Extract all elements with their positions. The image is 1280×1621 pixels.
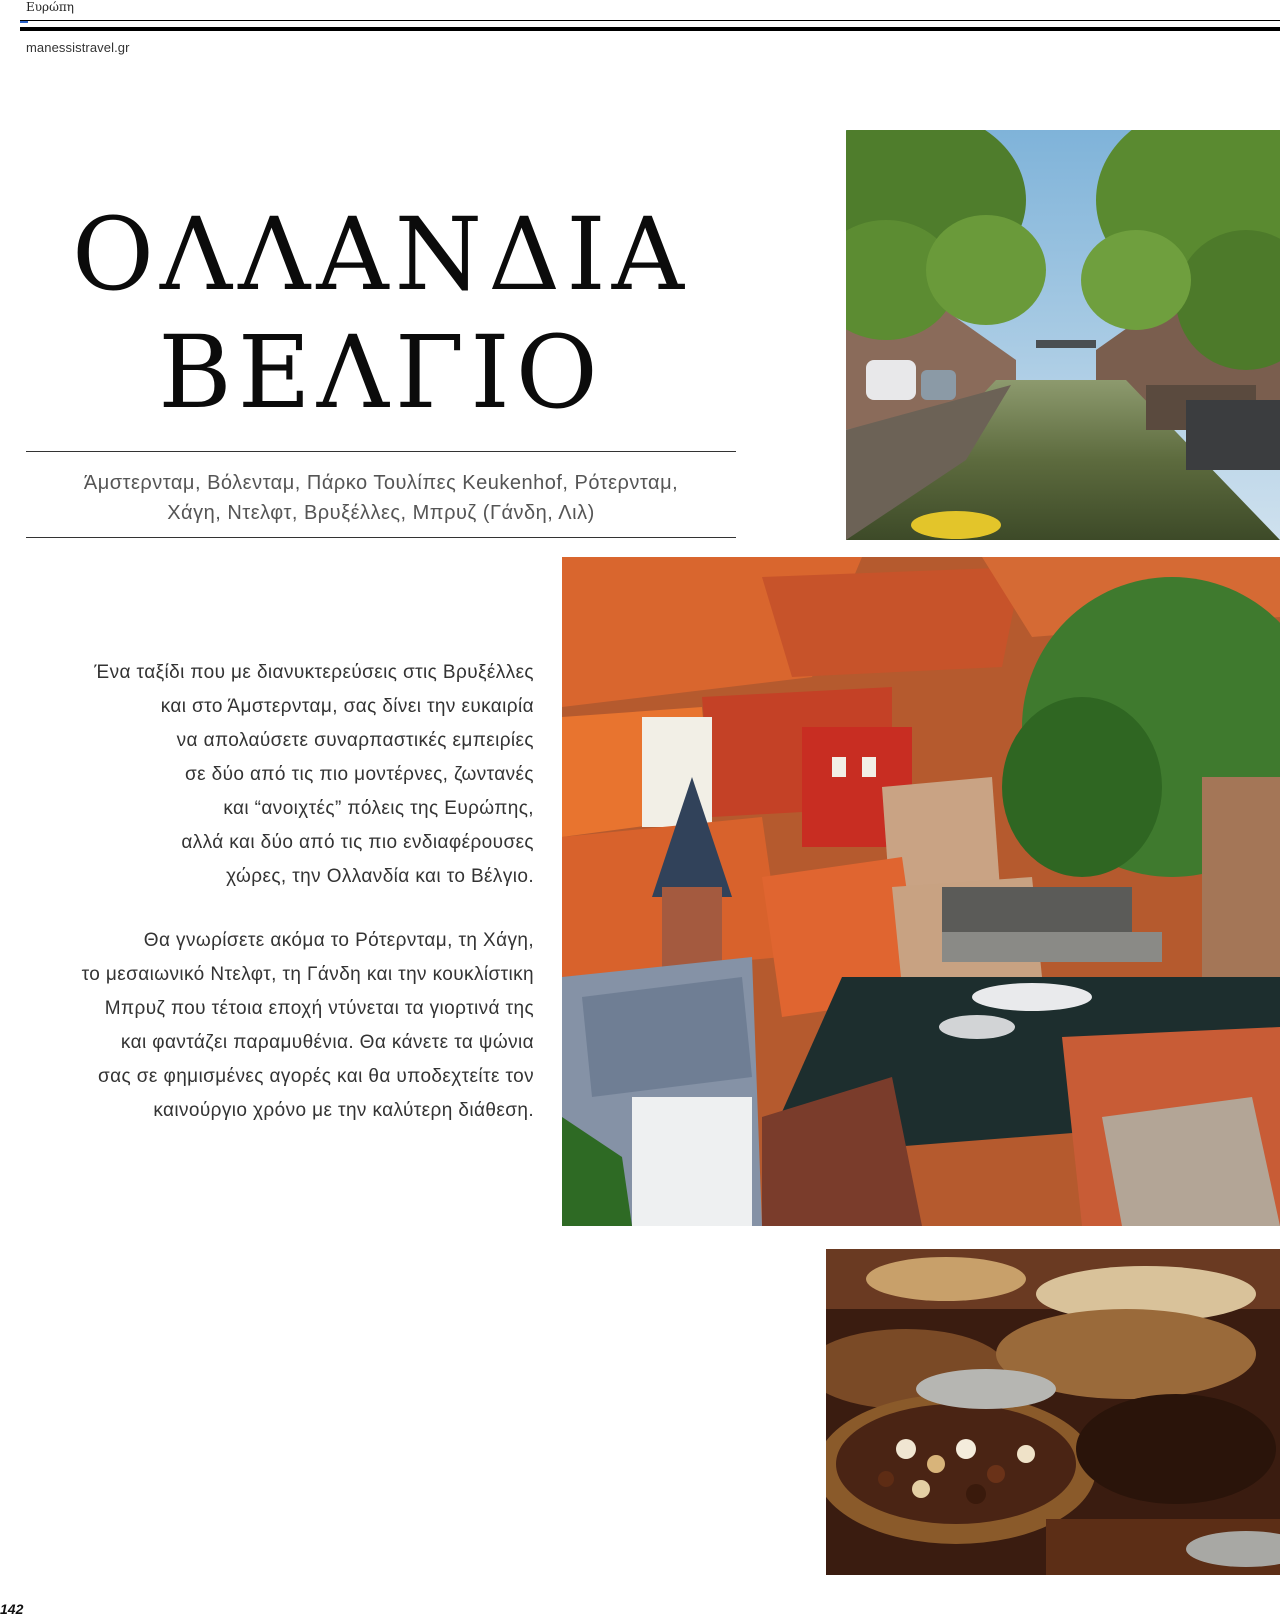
intro-paragraph-2	[30, 924, 534, 1128]
intro-paragraph-1	[30, 656, 534, 894]
subtitle-line-2: Χάγη, Ντελφτ, Βρυξέλλες, Μπρυζ (Γάνδη, Λιλ)	[167, 502, 595, 524]
paragraph-line: χώρες, την Ολλανδία και το Βέλγιο.	[226, 866, 534, 887]
section-label: Ευρώπη	[26, 0, 74, 14]
page-title	[26, 196, 736, 432]
paragraph-line: καινούργιο χρόνο με την καλύτερη διάθεση.	[153, 1100, 534, 1121]
subtitle-line-1: Άμστερνταμ, Βόλενταμ, Πάρκο Τουλίπες Keukenhof, Ρότερνταμ,	[83, 472, 679, 494]
chocolate-illustration	[826, 1249, 1280, 1575]
title-line-2: ΒΕΛΓΙΟ	[158, 314, 604, 431]
paragraph-line: Ένα ταξίδι που με διανυκτερεύσεις στις Βρυξέλλες	[94, 662, 534, 683]
paragraph-line: και φαντάζει παραμυθένια. Θα κάνετε τα ψώνια	[120, 1032, 534, 1053]
paragraph-line: το μεσαιωνικό Ντελφτ, τη Γάνδη και την κουκλίστικη	[81, 964, 534, 985]
title-line-1: ΟΛΛΑΝΔΙΑ	[71, 196, 691, 313]
header-rule-thin	[20, 20, 1280, 21]
canal-photo	[846, 130, 1280, 540]
paragraph-line: Θα γνωρίσετε ακόμα το Ρότερνταμ, τη Χάγη,	[143, 930, 534, 951]
paragraph-line: και στο Άμστερνταμ, σας δίνει την ευκαιρία	[160, 696, 534, 717]
chocolate-display-photo	[826, 1249, 1280, 1575]
paragraph-line: σε δύο από τις πιο μοντέρνες, ζωντανές	[184, 764, 534, 785]
canal-illustration	[846, 130, 1280, 540]
subtitle-rule-bottom	[26, 537, 736, 538]
website-url: manessistravel.gr	[26, 40, 130, 55]
paragraph-line: να απολαύσετε συναρπαστικές εμπειρίες	[176, 730, 534, 751]
destinations-subtitle	[26, 468, 736, 528]
page-number: 142	[0, 1601, 24, 1617]
paragraph-line: αλλά και δύο από τις πιο ενδιαφέρουσες	[181, 832, 534, 853]
paragraph-line: Μπρυζ που τέτοια εποχή ντύνεται τα γιορτινά της	[104, 998, 534, 1019]
header-rule-thick	[20, 27, 1280, 31]
bruges-aerial-photo	[562, 557, 1280, 1226]
paragraph-line: και “ανοιχτές” πόλεις της Ευρώπης,	[223, 798, 534, 819]
subtitle-rule-top	[26, 451, 736, 452]
bruges-illustration	[562, 557, 1280, 1226]
paragraph-line: σας σε φημισμένες αγορές και θα υποδεχτείτε τον	[98, 1066, 534, 1087]
